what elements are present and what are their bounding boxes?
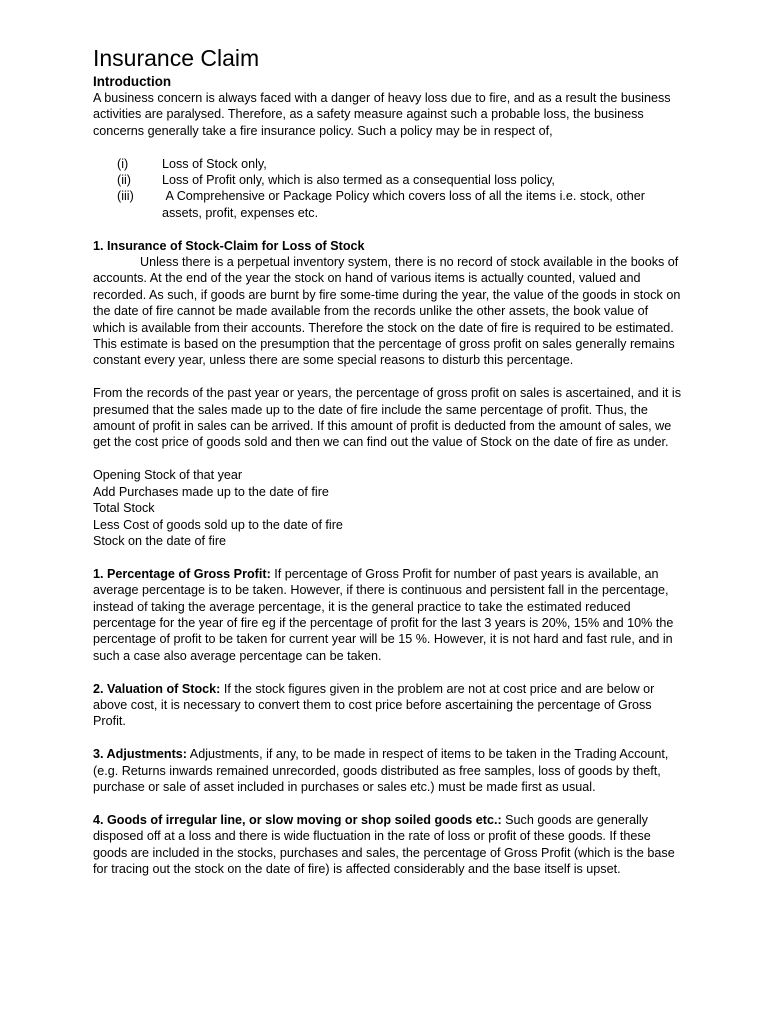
section-paragraph: From the records of the past year or years, the percentage of gross profit on sales is ascertained, and it is presumed that the sales made up to the date of fire include the same percentage of profit. Thus, the amount of profit in sales can be arrived. If this amount of profit is deducted from the amount of sales, we get the cost price of goods sold and then we can find out the value of Stock on the date of fire as under. xyxy=(93,386,682,450)
list-text: Loss of Profit only, which is also termed as a consequential loss policy, xyxy=(162,173,555,188)
point-paragraph xyxy=(93,566,683,664)
point-text: If percentage of Gross Profit for number of past years is available, an average percentage is to be taken. However, if there is continuous and persistent fall in the percentage, instead of taking the average percentage, it is the general practice to take the estimated reduced percentage for the year of fire eg if the percentage of profit for the last 3 years is 20%, 15% and 10% the percentage of profit to be taken for current year will be 15 %. However, it is not hard and fast rule, and in such a case also average percentage can be taken. xyxy=(93,566,674,663)
point-paragraph xyxy=(93,681,683,730)
point-label: 3. Adjustments: xyxy=(93,747,187,762)
point-label: 2. Valuation of Stock: xyxy=(93,681,221,696)
computation-line: Total Stock xyxy=(93,501,155,516)
point-text: Such goods are generally disposed off at a loss and there is wide fluctuation in the rate of loss or profit of these goods. If these goods are included in the stocks, purchases and sales, the percentage of Gross Profit (which is the base for tracing out the stock on the date of fire) is affected considerably and the base itself is upset. xyxy=(93,812,675,876)
point-text: If the stock figures given in the problem are not at cost price and are below or above cost, it is necessary to convert them to cost price before ascertaining the percentage of Gross Profit. xyxy=(93,681,655,729)
point-label: 4. Goods of irregular line, or slow moving or shop soiled goods etc.: xyxy=(93,812,502,827)
list-number: (ii) xyxy=(117,173,131,188)
list-text: A Comprehensive or Package Policy which covers loss of all the items i.e. stock, other assets, profit, expenses etc. xyxy=(162,189,649,220)
policy-list-item xyxy=(93,156,683,172)
computation-line: Add Purchases made up to the date of fire xyxy=(93,484,329,499)
policy-list-item xyxy=(93,188,683,221)
document-title: Insurance Claim xyxy=(93,45,260,71)
intro-heading: Introduction xyxy=(93,74,172,89)
point-paragraph xyxy=(93,812,683,878)
computation-line: Stock on the date of fire xyxy=(93,533,227,548)
list-number: (iii) xyxy=(117,189,134,204)
point-text: Adjustments, if any, to be made in respect of items to be taken in the Trading Account, (e.g. Returns inwards remained unrecorded, goods distributed as free samples, loss of goods by theft, purchase or sale of asset included in purchases or sales etc.) must be made first as usual. xyxy=(93,747,669,794)
computation-line: Less Cost of goods sold up to the date of fire xyxy=(93,517,343,532)
point-paragraph xyxy=(93,746,683,795)
list-number: (i) xyxy=(117,156,129,171)
section-paragraph: Unless there is a perpetual inventory system, there is no record of stock available in the books of accounts. At the end of the year the stock on hand of various items is actually counted, valued and recorded. As such, if goods are burnt by fire some-time during the year, the value of the goods in stock on the date of fire cannot be made available from the records unlike the other assets, the book value of which is available from their accounts. Therefore the stock on the date of fire is required to be estimated. This estimate is based on the presumption that the percentage of gross profit on sales generally remains constant every year, unless there are some special reasons to disturb this percentage. xyxy=(93,255,681,368)
intro-paragraph: A business concern is always faced with a danger of heavy loss due to fire, and as a result the business activities are paralysed. Therefore, as a safety measure against such a probable loss, the business concerns generally take a fire insurance policy. Such a policy may be in respect of, xyxy=(93,91,671,138)
policy-list xyxy=(93,156,683,222)
point-label: 1. Percentage of Gross Profit: xyxy=(93,566,271,581)
section-heading: 1. Insurance of Stock-Claim for Loss of Stock xyxy=(93,238,365,253)
computation-line: Opening Stock of that year xyxy=(93,468,243,483)
policy-list-item xyxy=(93,172,683,188)
stock-computation xyxy=(93,467,683,549)
list-text: Loss of Stock only, xyxy=(162,156,267,171)
document-content xyxy=(93,44,683,877)
